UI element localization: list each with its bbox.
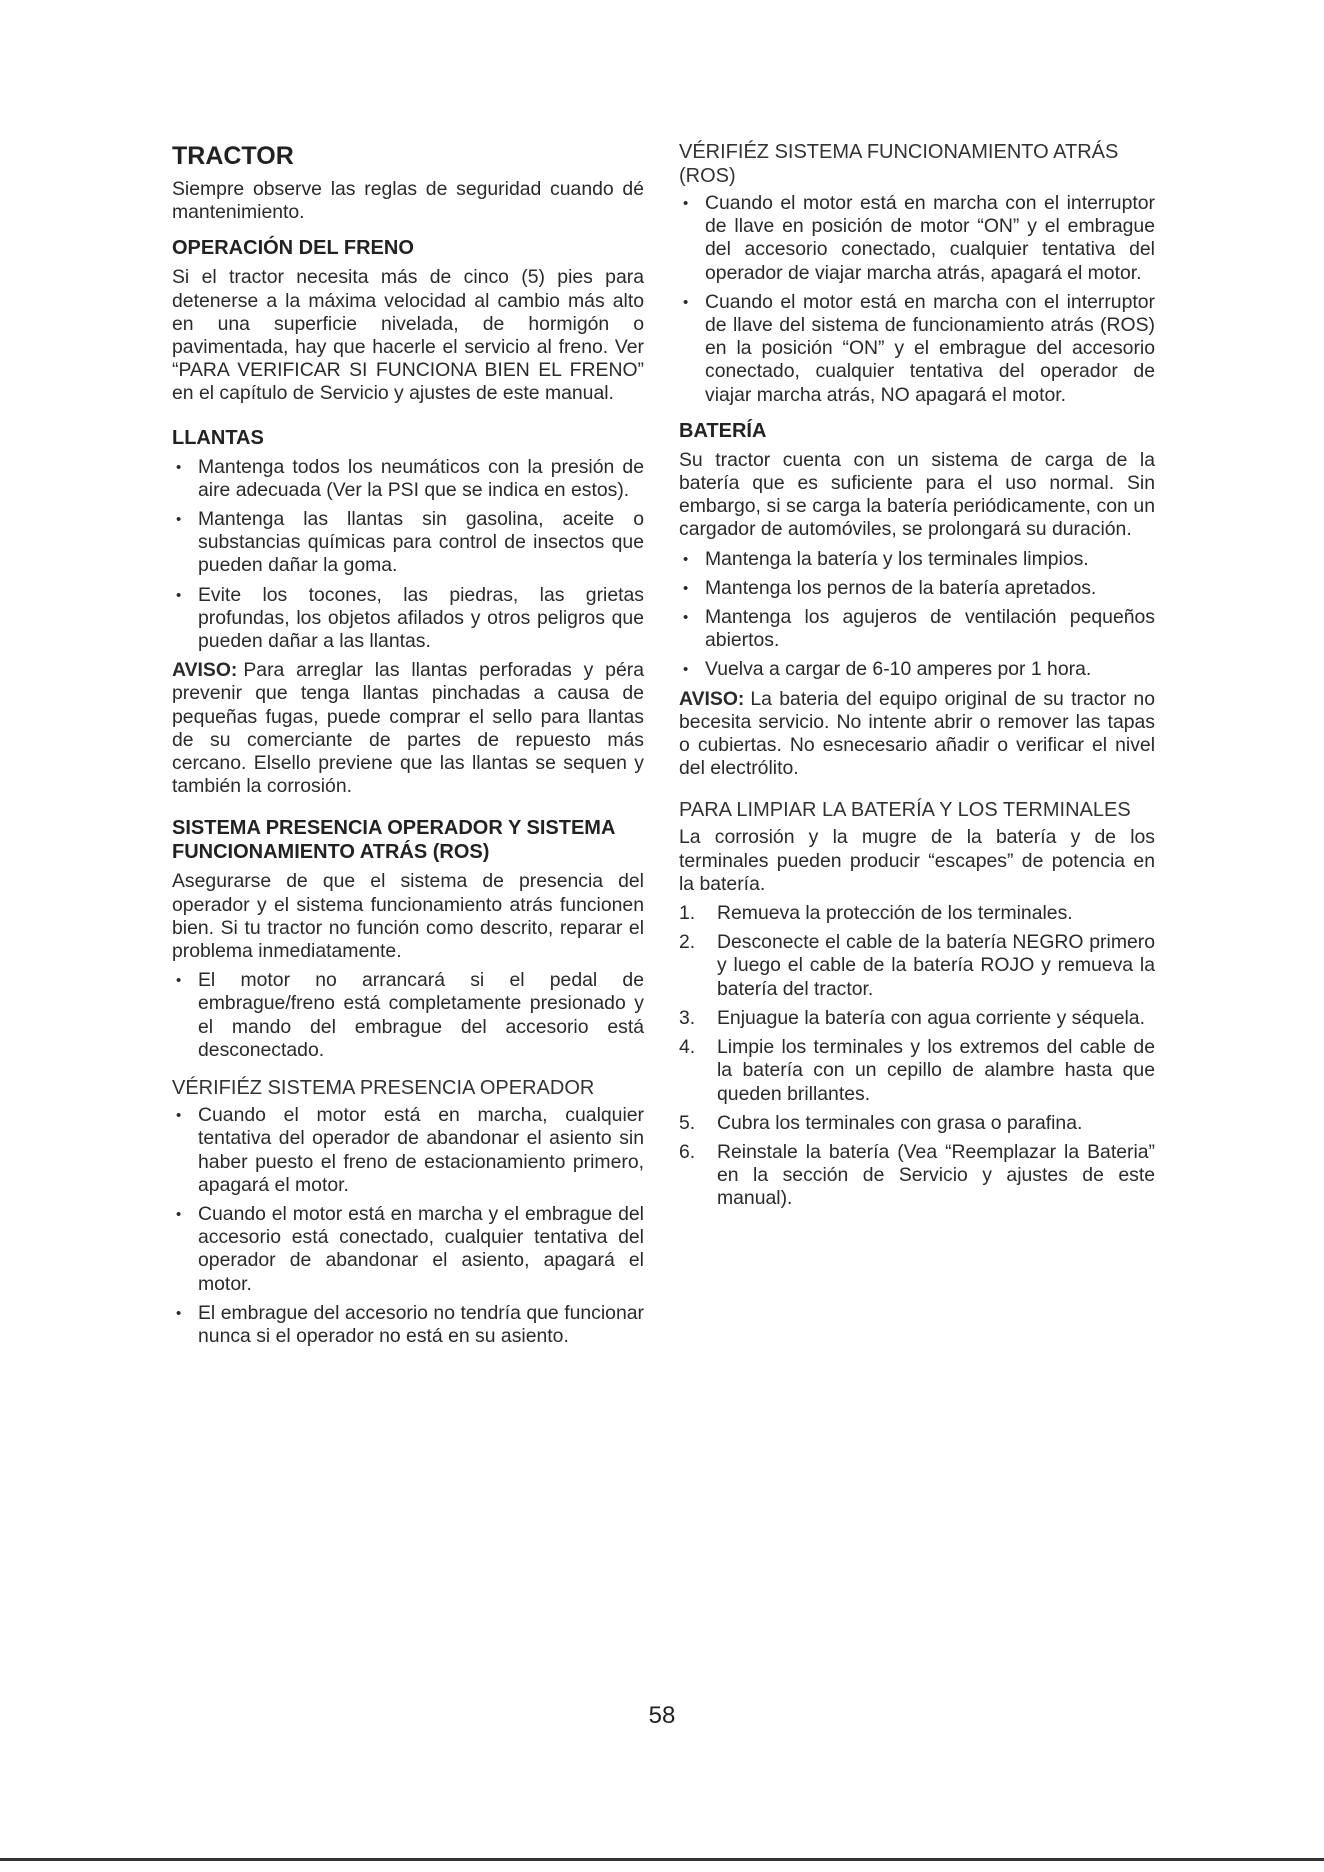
list-item xyxy=(679,1141,1155,1211)
step-number: 5. xyxy=(679,1111,696,1134)
operator-presence-heading: SISTEMA PRESENCIA OPERADOR Y SISTEMA FUNCIONAMIENTO ATRÁS (ROS) xyxy=(172,817,615,864)
list-item: • Mantenga todos los neumáticos con la presión de aire adecuada (Ver la PSI que se indica en estos). xyxy=(172,456,644,502)
list-item: • Mantenga la batería y los terminales limpios. xyxy=(679,548,1155,571)
bottom-divider xyxy=(0,1858,1324,1861)
tires-notice xyxy=(172,659,644,798)
notice-text: Para arreglar las llantas perforadas y péra prevenir que tenga llantas pinchadas a causa de pequeñas fugas, puede comprar el sello para llantas de su comerciante de partes de repuesto más cercano. Elsello previene que las llantas se sequen y también la corrosión. xyxy=(172,659,644,798)
list-item xyxy=(679,1036,1155,1106)
tires-list xyxy=(172,456,644,654)
list-item: • Vuelva a cargar de 6-10 amperes por 1 hora. xyxy=(679,658,1155,681)
verify-ros-heading: VÉRIFIÉZ SISTEMA FUNCIONAMIENTO ATRÁS (ROS) xyxy=(679,141,1119,187)
list-item: • El embrague del accesorio no tendría que funcionar nunca si el operador no está en su asiento. xyxy=(172,1302,644,1348)
verify-presence-list xyxy=(172,1104,644,1348)
battery-notice xyxy=(679,688,1155,781)
right-column xyxy=(679,140,1155,1217)
intro-paragraph: Siempre observe las reglas de seguridad cuando dé mantenimiento. xyxy=(172,178,644,224)
list-item: • Mantenga las llantas sin gasolina, aceite o substancias químicas para control de insectos que pueden dañar la goma. xyxy=(172,508,644,578)
list-item xyxy=(679,931,1155,1001)
section-title-tractor: TRACTOR xyxy=(172,142,294,170)
list-item: • Mantenga los agujeros de ventilación pequeños abiertos. xyxy=(679,606,1155,652)
step-text: Remueva la protección de los terminales. xyxy=(717,902,1073,925)
step-number: 3. xyxy=(679,1006,696,1029)
step-text: Enjuague la batería con agua corriente y séquela. xyxy=(717,1006,1145,1029)
battery-heading: BATERÍA xyxy=(679,419,767,442)
clean-battery-paragraph: La corrosión y la mugre de la batería y de los terminales pueden producir “escapes” de potencia en la batería. xyxy=(679,826,1155,895)
list-item: • Mantenga los pernos de la batería apretados. xyxy=(679,577,1155,600)
tires-heading: LLANTAS xyxy=(172,426,264,449)
step-text: Cubra los terminales con grasa o parafina. xyxy=(717,1111,1083,1134)
list-item: • Cuando el motor está en marcha y el embrague del accesorio está conectado, cualquier tentativa del operador de abandonar el asiento, apagará el motor. xyxy=(172,1203,644,1296)
list-item: • Cuando el motor está en marcha con el interruptor de llave en posición de motor “ON” y el embrague del accesorio conectado, cualquier tentativa del operador de viajar marcha atrás, apagará el motor. xyxy=(679,192,1155,285)
list-item xyxy=(679,1007,1155,1030)
list-item xyxy=(679,1112,1155,1135)
battery-paragraph: Su tractor cuenta con un sistema de carga de la batería que es suficiente para el uso normal. Sin embargo, si se carga la batería periódicamente, con un cargador de automóviles, se prolongará su duración. xyxy=(679,448,1155,541)
list-item: • Cuando el motor está en marcha, cualquier tentativa del operador de abandonar el asiento sin haber puesto el freno de estacionamiento primero, apagará el motor. xyxy=(172,1104,644,1197)
operator-presence-list xyxy=(172,969,644,1062)
list-item: • Cuando el motor está en marcha con el interruptor de llave del sistema de funcionamiento atrás (ROS) en la posición “ON” y el embrague del accesorio conectado, cualquier tentativa del operador de viajar marcha atrás, NO apagará el motor. xyxy=(679,291,1155,407)
step-text: Reinstale la batería (Vea “Reemplazar la Bateria” en la sección de Servicio y ajustes de este manual). xyxy=(717,1140,1155,1210)
notice-label: AVISO: xyxy=(172,659,238,682)
clean-battery-heading: PARA LIMPIAR LA BATERÍA Y LOS TERMINALES xyxy=(679,799,1131,822)
list-item: • Evite los tocones, las piedras, las grietas profundas, los objetos afilados y otros peligros que pueden dañar a las llantas. xyxy=(172,584,644,654)
step-text: Limpie los terminales y los extremos del cable de la batería con un cepillo de alambre hasta que queden brillantes. xyxy=(717,1036,1155,1105)
notice-text: La bateria del equipo original de su tractor no becesita servicio. No intente abrir o remover las tapas o cubiertas. No esnecesario añadir o verificar el nivel del electrólito. xyxy=(679,687,1155,780)
step-number: 4. xyxy=(679,1036,696,1059)
left-column xyxy=(172,140,644,1354)
verify-presence-heading: VÉRIFIÉZ SISTEMA PRESENCIA OPERADOR xyxy=(172,1077,595,1100)
step-number: 6. xyxy=(679,1140,696,1163)
clean-steps-list xyxy=(679,902,1155,1210)
page-number: 58 xyxy=(648,1702,676,1729)
battery-list xyxy=(679,548,1155,682)
brake-paragraph: Si el tractor necesita más de cinco (5) pies para detenerse a la máxima velocidad al cambio más alto en una superficie nivelada, de hormigón o pavimentada, hay que hacerle el servicio al freno. Ver “PARA VERIFICAR SI FUNCIONA BIEN EL FRENO” en el capítulo de Servicio y ajustes de este manual. xyxy=(172,266,644,405)
list-item: • El motor no arrancará si el pedal de embrague/freno está completamente presionado y el mando del embrague del accesorio está desconectado. xyxy=(172,969,644,1062)
notice-label: AVISO: xyxy=(679,687,745,710)
brake-heading: OPERACIÓN DEL FRENO xyxy=(172,237,414,260)
operator-presence-paragraph: Asegurarse de que el sistema de presencia del operador y el sistema funcionamiento atrás funcionen bien. Si tu tractor no función como descrito, reparar el problema inmediatamente. xyxy=(172,870,644,963)
verify-ros-list xyxy=(679,192,1155,407)
step-number: 2. xyxy=(679,931,696,954)
step-text: Desconecte el cable de la batería NEGRO primero y luego el cable de la batería ROJO y remueva la batería del tractor. xyxy=(717,931,1155,1000)
step-number: 1. xyxy=(679,902,696,925)
list-item xyxy=(679,902,1155,925)
